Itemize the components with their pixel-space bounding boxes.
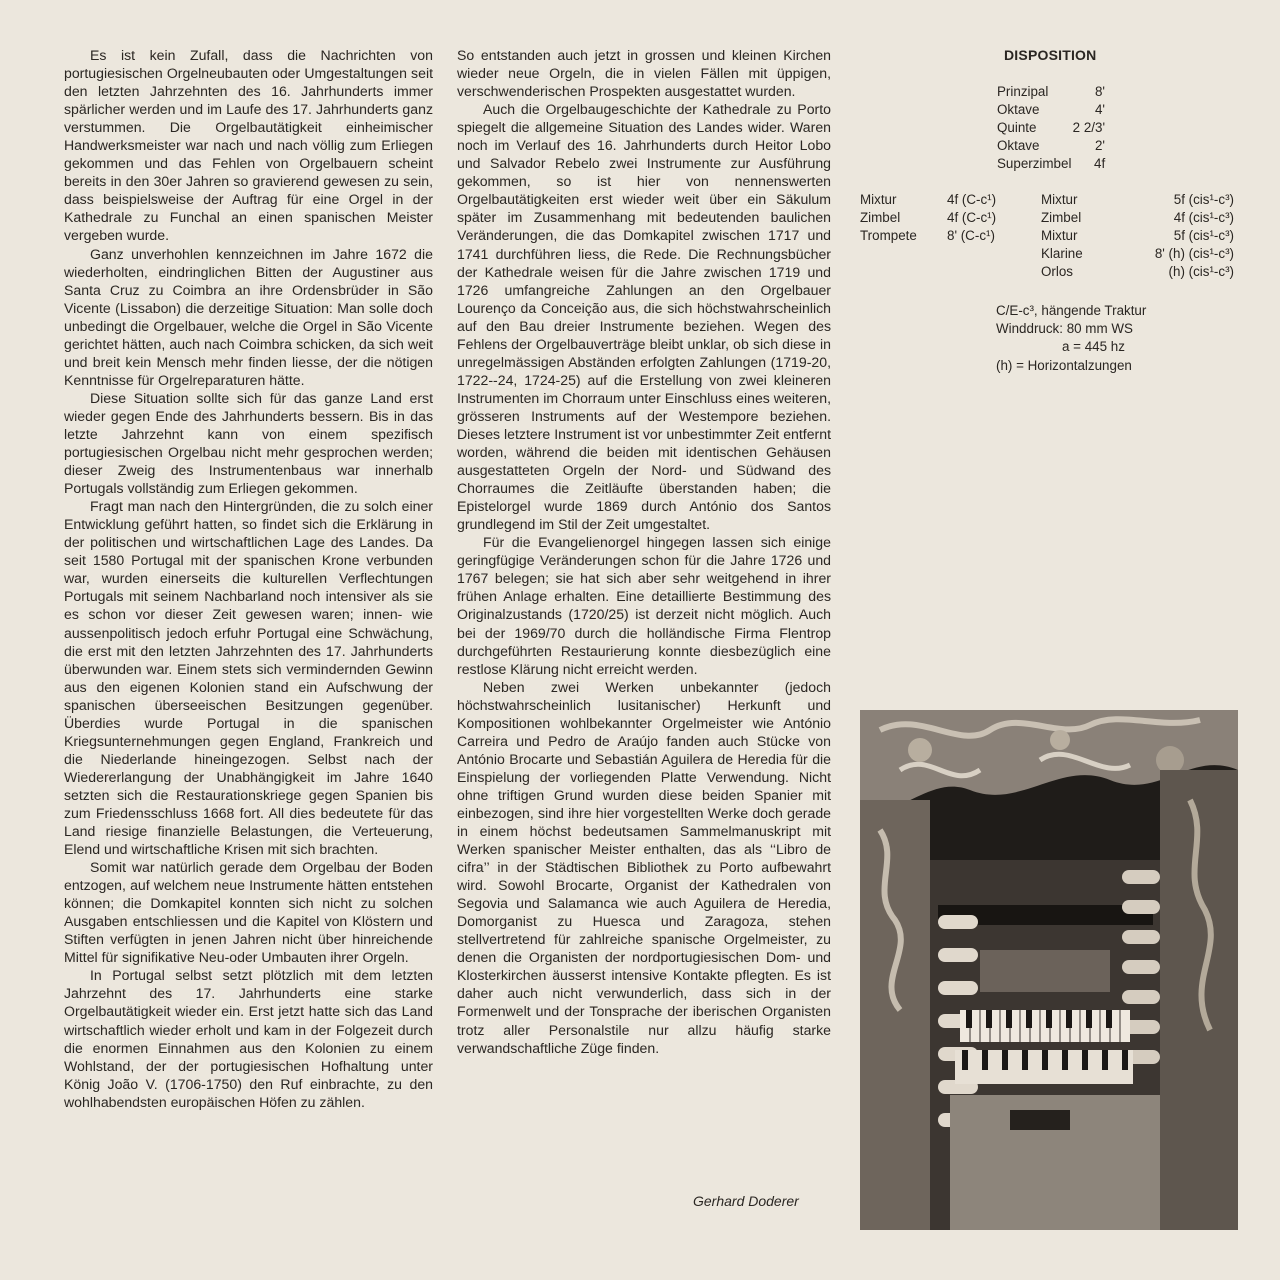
- note-line: C/E-c³, hängende Traktur: [996, 303, 1147, 318]
- stop-name: Mixtur: [860, 192, 897, 207]
- stop-value: 2 2/3': [1072, 120, 1105, 135]
- paragraph: Diese Situation sollte sich für das ganze Land erst wieder gegen Ende des Jahrhunderts bessern. Bis in das letzte Jahrzehnt kann von einem spezifisch portugiesischen Orgelbau nicht mehr gesprochen werden; dieser Zweig des Instrumentenbaus war innerhalb Portugals vollständig zum Erliegen gekommen.: [64, 389, 433, 497]
- disposition-notes: [996, 302, 1146, 375]
- paragraph: Neben zwei Werken unbekannter (jedoch höchstwahrscheinlich lusitanischer) Herkunft und Kompositionen wohlbekannter Orgelmeister wie António Carreira und Pedro de Araújo fanden auch Stücke von António Brocarte und Sebastián Aguilera de Heredia für die Einspielung der vorliegenden Platte Verwendung. Nicht ohne triftigen Grund wurden diese beiden Spanier mit einbezogen, sind ihre hier vorgestellten Werke doch gerade in einem höchst bedeutsamen Sammelmanuskript mit Werken spanischer Meister enthalten, das als ‘‘Libro de cifra’’ in der Städtischen Bibliothek zu Porto aufbewahrt wird. Sowohl Brocarte, Organist der Kathedralen von Segovia und Salamanca wie auch Aguilera de Heredia, Domorganist zu Huesca und Zaragoza, stehen stellvertretend für zahlreiche spanische Orgelmeister, zu denen die Organisten der nordportugiesischen Dom- und Klosterkirchen äusserst intensive Kontakte pflegten. Es ist daher auch nicht verwunderlich, dass sich in der Formenwelt und der Tonsprache der iberischen Organisten trotz aller Personalstile nur allzu häufig starke verwandschaftliche Züge finden.: [457, 678, 831, 1056]
- stop-value: 8': [1094, 84, 1105, 99]
- stop-name: Oktave: [997, 102, 1040, 117]
- stop-value: 8' (C-c¹): [947, 228, 995, 243]
- stop-value: 4': [1094, 102, 1105, 117]
- organ-console-photo: [860, 710, 1238, 1230]
- stop-value: 8' (h) (cis¹-c³): [1154, 246, 1234, 261]
- paragraph: Somit war natürlich gerade dem Orgelbau der Boden entzogen, auf welchem neue Instrumente hätten entstehen können; die Domkapitel konnten sich nicht zu solchen Ausgaben entschliessen und die Kapitel von Klöstern und Stiften verfügten in jenen Jahren nicht über hinreichende Mittel für signifikative Neu-oder Umbauten ihrer Orgeln.: [64, 859, 433, 966]
- stop-name: Zimbel: [1041, 210, 1082, 225]
- note-line: a = 445 hz: [1062, 339, 1125, 355]
- note-line: (h) = Horizontalzungen: [996, 357, 1132, 373]
- note-line: Winddruck: 80 mm WS: [996, 321, 1133, 337]
- stop-value: 2': [1094, 138, 1105, 153]
- stop-value: (h) (cis¹-c³): [1168, 264, 1234, 279]
- stop-name: Zimbel: [860, 210, 901, 225]
- stop-name: Klarine: [1041, 246, 1083, 261]
- paragraph: Es ist kein Zufall, dass die Nachrichten von portugiesischen Orgelneubauten oder Umgestaltungen seit den letzten Jahrzehnten des 16. Jahrhunderts immer spärlicher werden und im Laufe des 17. Jahrhunderts ganz verstummen. Die Orgelbautätigkeit einheimischer Handwerksmeister war nach und nach völlig zum Erliegen gekommen und das Fehlen von Orgelbauern scheint bereits in den 30er Jahren so gravierend gewesen zu sein, dass beispielsweise der Auftrag für eine Orgel in der Kathedrale zu Funchal an einen spanischen Meister vergeben wurde.: [64, 47, 433, 244]
- stop-name: Oktave: [997, 138, 1040, 153]
- stop-name: Orlos: [1041, 264, 1073, 279]
- stop-value: 5f (cis¹-c³): [1173, 192, 1234, 207]
- paragraph: Ganz unverhohlen kennzeichnen im Jahre 1672 die wiederholten, eindringlichen Bitten der Augustiner aus Santa Cruz zu Coimbra an ihre Ordensbrüder in São Vicente (Lissabon) die derzeitige Situation: Man solle doch unbedingt die Orgelbauer, welche die Orgel in São Vicente gerichtet hätten, auch nach Coimbra schicken, da sich weit und breit kein Mensch mehr finden liesse, der die nötigen Kenntnisse für Orgelreparaturen hätte.: [64, 245, 433, 388]
- stop-name: Superzimbel: [997, 156, 1072, 171]
- paragraph: Auch die Orgelbaugeschichte der Kathedrale zu Porto spiegelt die allgemeine Situation des Landes wider. Waren noch im Verlauf des 16. Jahrhunderts durch Heitor Lobo und Salvador Rebelo zwei Instrumente zur Ausführung gekommen, so ist hier von nennenswerten Orgelbautätigkeiten erst wieder weit über ein Säkulum später im Zusammenhang mit bedeutenden baulichen Veränderungen, die das Domkapitel zwischen 1717 und 1741 durchführen liess, die Rede. Die Rechnungsbücher der Kathedrale weisen für die Jahre zwischen 1719 und 1726 umfangreiche Zahlungen an den Orgelbauer Lourenço da Conceição aus, die sich höchstwahrscheinlich auf den Bau dreier Instrumente beziehen. Wegen des Fehlens der Orgelbauverträge bleibt unklar, ob sich diese in unregelmässigen Abständen erfolgten Zahlungen (1719-20, 1722--24, 1724-25) auf die Erstellung von zwei kleineren Instrumenten im Chorraum unter Einschluss eines weiteren, grösseren Instruments auf der Westempore beziehen. Dieses letztere Instrument ist vor unbestimmter Zeit entfernt worden, während die beiden mit identischen Gehäusen ausgestatteten Orgeln der Nord- und Südwand des Chorraumes die Zeitläufte überstanden haben; die Epistelorgel wurde 1869 durch António dos Santos grundlegend im Stil der Zeit umgestaltet.: [457, 101, 831, 533]
- paragraph: In Portugal selbst setzt plötzlich mit dem letzten Jahrzehnt des 17. Jahrhunderts eine starke Orgelbautätigkeit wieder ein. Erst jetzt hatte sich das Land wirtschaftlich wieder erholt und kam in der Folgezeit durch die enormen Einnahmen aus den Kolonien zu einem Wohlstand, der der portugiesischen Hofhaltung unter König João V. (1706-1750) den Ruf einbrachte, zu den wohlhabendsten europäischen Höfen zu zählen.: [64, 967, 433, 1110]
- stop-name: Quinte: [997, 120, 1037, 135]
- article-column-left: [64, 46, 433, 1111]
- stop-value: 4f (C-c¹): [947, 192, 997, 207]
- stop-name: Trompete: [860, 228, 917, 243]
- stop-value: 4f (cis¹-c³): [1173, 210, 1234, 225]
- author-signature: Gerhard Doderer: [693, 1193, 799, 1209]
- article-column-middle: [457, 46, 831, 1057]
- stop-name: Mixtur: [1041, 192, 1078, 207]
- stop-value: 4f (C-c¹): [947, 210, 997, 225]
- stop-value: 5f (cis¹-c³): [1173, 228, 1234, 243]
- stop-value: 4f: [1094, 156, 1106, 171]
- paragraph: Für die Evangelienorgel hingegen lassen sich einige geringfügige Veränderungen schon für die Jahre 1726 und 1767 belegen; sie hat sich aber sehr weitgehend in ihrer frühen Anlage erhalten. Eine detaillierte Bestimmung des Originalzustands (1720/25) ist derzeit nicht möglich. Auch bei der 1969/70 durch die holländische Firma Flentrop durchgeführten Restaurierung konnte diesbezüglich eine restlose Klärung nicht erreicht werden.: [457, 534, 831, 677]
- paragraph: Fragt man nach den Hintergründen, die zu solch einer Entwicklung geführt hatten, so findet sich die Erklärung in der politischen und wirtschaftlichen Lage des Landes. Da seit 1580 Portugal mit der spanischen Krone verbunden war, wurden einerseits die kulturellen Verflechtungen Portugals mit seinem Nachbarland noch intensiver als sie es schon vor dieser Zeit gewesen waren; innen- wie aussenpolitisch jedoch erfuhr Portugal eine Schwächung, die erst mit den letzten Jahrzehnten des 17. Jahrhunderts überwunden war. Einem stets sich vermindernden Gewinn aus den eigenen Kolonien stand ein Aufschwung der spanischen überseeischen Besitzungen gegenüber. Überdies wurde Portugal in die spanischen Kriegsunternehmungen gegen England, Frankreich und die Niederlande hineingezogen. Selbst nach der Wiedererlangung der Unabhängigkeit im Jahre 1640 setzten sich die Restaurationskriege gegen Spanien bis zum Friedensschluss 1668 fort. All dies bedeutete für das Land riesige finanzielle Belastungen, die Verteuerung, Elend und wirtschaftliche Krisen mit sich brachten.: [64, 498, 433, 858]
- stop-name: Mixtur: [1041, 228, 1078, 243]
- disposition-title: DISPOSITION: [1004, 47, 1097, 63]
- paragraph: So entstanden auch jetzt in grossen und kleinen Kirchen wieder neue Orgeln, die in vielen Fällen mit üppigen, verschwenderischen Prospekten ausgestattet wurden.: [457, 47, 831, 100]
- stop-name: Prinzipal: [997, 84, 1049, 99]
- organ-console-illustration: [860, 710, 1238, 1230]
